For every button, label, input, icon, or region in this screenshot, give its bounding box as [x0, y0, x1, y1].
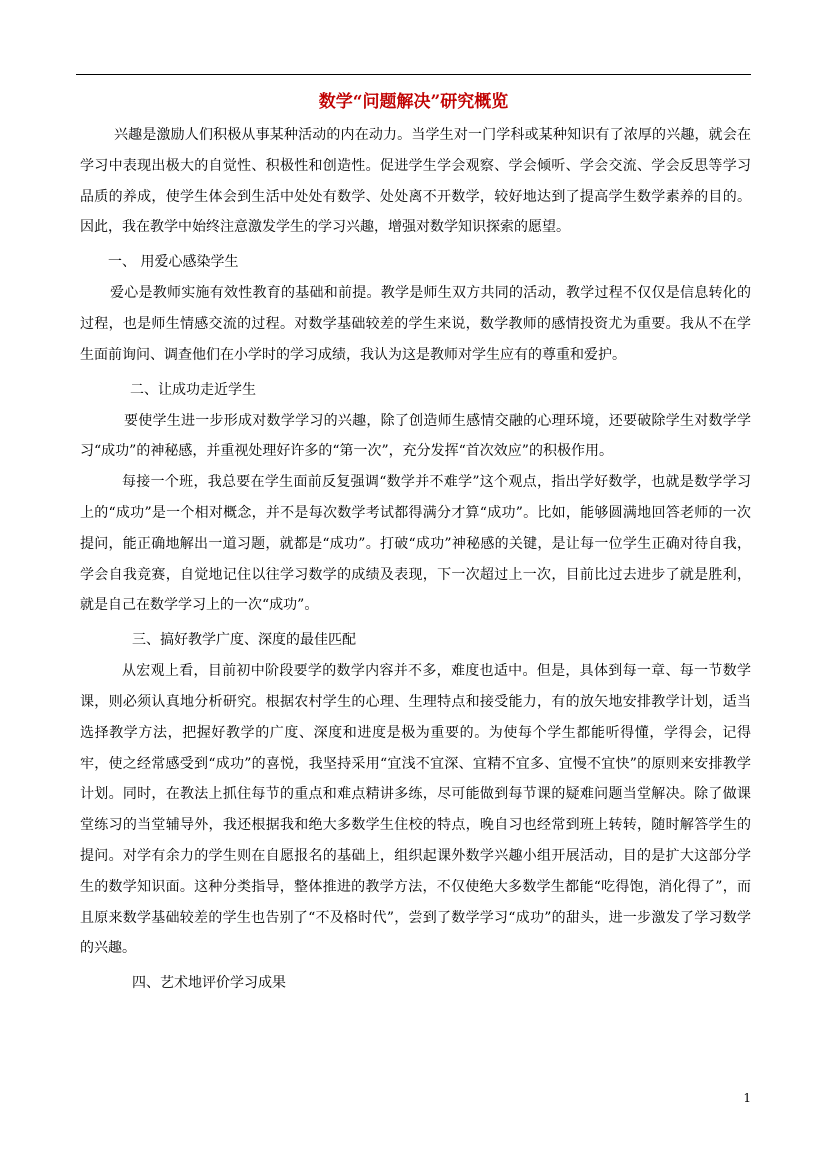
paragraph-success-1: 要使学生进一步形成对数学学习的兴趣，除了创造师生感情交融的心理环境，还要破除学生对数学学习“成功”的神秘感，并重视处理好许多的“第一次”，充分发挥“首次效应”的积极作用。 [80, 412, 751, 460]
header-rule [76, 74, 751, 75]
paragraph-success-2: 每接一个班，我总要在学生面前反复强调“数学并不难学”这个观点，指出学好数学，也就是数学学习上的“成功”是一个相对概念，并不是每次数学考试都得满分才算“成功”。比如，能够圆满地回答老师的一次提问，能正确地解出一道习题，就都是“成功”。打破“成功”神秘感的关键，是让每一位学生正确对待自我，学会自我竞赛，自觉地记住以往学习数学的成绩及表现，下一次超过上一次，目前比过去进步了就是胜利，就是自己在数学学习上的一次“成功”。 [80, 474, 751, 614]
paragraph-love: 爱心是教师实施有效性教育的基础和前提。教学是师生双方共同的活动，教学过程不仅仅是信息转化的过程，也是师生情感交流的过程。对数学基础较差的学生来说，数学教师的感情投资尤为重要。我从不在学生面前询问、调查他们在小学时的学习成绩，我认为这是教师对学生应有的尊重和爱护。 [80, 285, 751, 363]
section-heading-4: 四、艺术地评价学习成果 [132, 975, 286, 992]
section-heading-1: 一、 用爱心感染学生 [108, 254, 239, 271]
paragraph-intro: 兴趣是激励人们积极从事某种活动的内在动力。当学生对一门学科或某种知识有了浓厚的兴趣，就会在学习中表现出极大的自觉性、积极性和创造性。促进学生学会观察、学会倾听、学会交流、学会反思等学习品质的养成，使学生体会到生活中处处有数学、处处离不开数学，较好地达到了提高学生数学素养的目的。 因此，我在教学中始终注意激发学生的学习兴趣，增强对数学知识探索的愿望。 [80, 127, 751, 236]
paragraph-breadth-depth: 从宏观上看，目前初中阶段要学的数学内容并不多，难度也适中。但是，具体到每一章、每一节数学课，则必须认真地分析研究。根据农村学生的心理、生理特点和接受能力，有的放矢地安排教学计划，适当选择教学方法，把握好教学的广度、深度和进度是极为重要的。为使每个学生都能听得懂，学得会，记得牢，使之经常感受到“成功”的喜悦，我坚持采用“宜浅不宜深、宜精不宜多、宜慢不宜快”的原则来安排教学计划。同时，在教法上抓住每节的重点和难点精讲多练，尽可能做到每节课的疑难问题当堂解决。除了做课堂练习的当堂辅导外，我还根据我和绝大多数学生住校的特点，晚自习也经常到班上转转，随时解答学生的提问。对学有余力的学生则在自愿报名的基础上，组织起课外数学兴趣小组开展活动，目的是扩大这部分学生的数学知识面。这种分类指导，整体推进的教学方法，不仅使绝大多数学生都能“吃得饱，消化得了”，而且原来数学基础较差的学生也告别了“不及格时代”，尝到了数学学习“成功”的甜头，进一步激发了学习数学的兴趣。 [80, 663, 751, 957]
section-heading-3: 三、搞好教学广度、深度的最佳匹配 [132, 632, 356, 649]
document-body [80, 120, 751, 999]
document-title: 数学“问题解决”研究概览 [318, 92, 509, 112]
page-number: 1 [743, 1091, 751, 1105]
section-heading-2: 二、让成功走近学生 [130, 381, 256, 398]
